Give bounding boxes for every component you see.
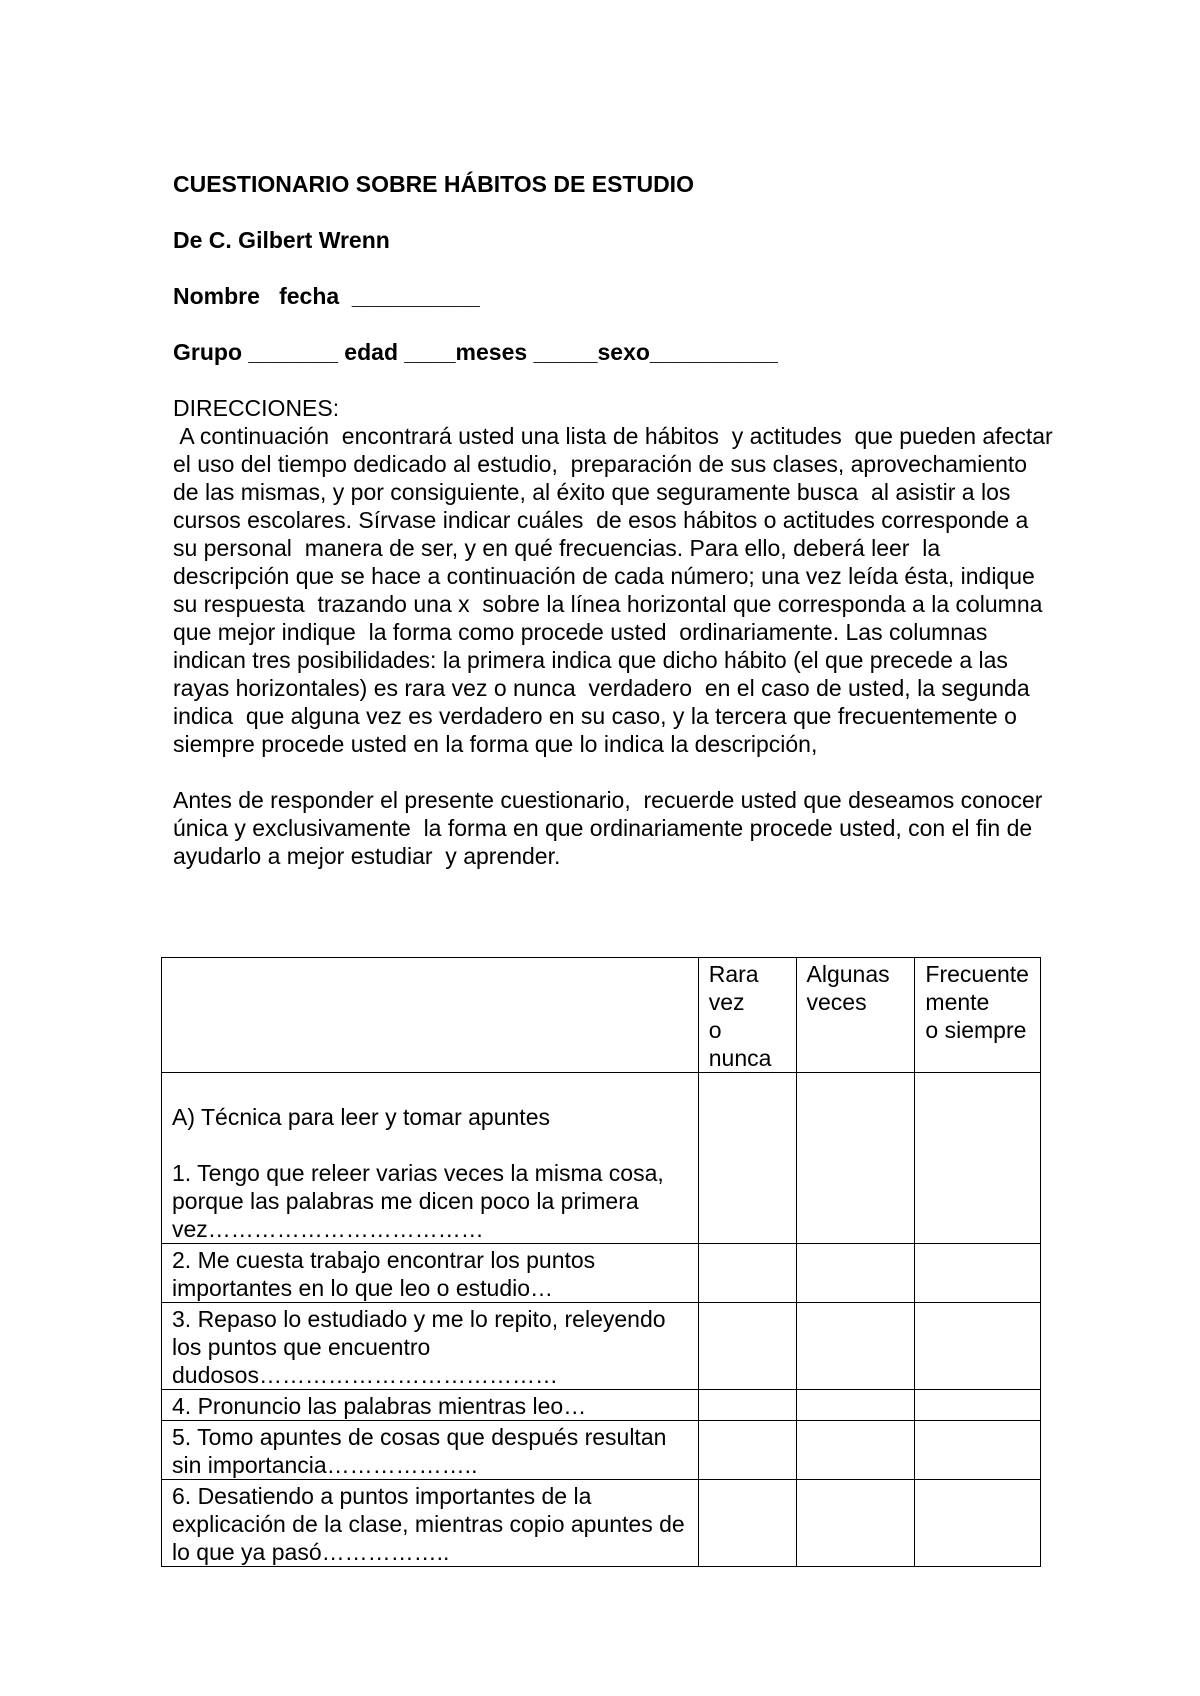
document-title: CUESTIONARIO SOBRE HÁBITOS DE ESTUDIO <box>173 171 694 197</box>
directions-paragraph: A continuación encontrará usted una lista de hábitos y actitudes que pueden afectar el uso del tiempo dedicado al estudio, preparación de sus clases, aprovechamiento de las mismas, y por consiguiente, al éxito que seguramente busca al asistir a los cursos escolares. Sírvase indicar cuáles de esos hábitos o actitudes corresponde a su personal manera de ser, y en qué frecuencias. Para ello, deberá leer la descripción que se hace a continuación de cada número; una vez leída ésta, indique su respuesta trazando una x sobre la línea horizontal que corresponda a la columna que mejor indique la forma como procede usted ordinariamente. Las columnas indican tres posibilidades: la primera indica que dicho hábito (el que precede a las rayas horizontales) es rara vez o nunca verdadero en el caso de usted, la segunda indica que alguna vez es verdadero en su caso, y la tercera que frecuentemente o siempre procede usted en la forma que lo indica la descripción, <box>173 423 1060 757</box>
item-text: 2. Me cuesta trabajo encontrar los puntos importantes en lo que leo o estudio… <box>162 1244 699 1303</box>
answer-cell-rara[interactable] <box>698 1303 796 1390</box>
answer-cell-frecuente[interactable] <box>915 1421 1041 1480</box>
column-header-frecuentemente: Frecuente mente o siempre <box>915 958 1041 1073</box>
answer-cell-rara[interactable] <box>698 1244 796 1303</box>
closing-paragraph: Antes de responder el presente cuestionario, recuerde usted que deseamos conocer única y exclusivamente la forma en que ordinariamente procede usted, con el fin de ayudarlo a mejor estudiar y aprender. <box>173 787 1049 869</box>
column-header-algunas-veces: Algunas veces <box>796 958 915 1073</box>
answer-cell-algunas[interactable] <box>796 1303 915 1390</box>
answer-cell-algunas[interactable] <box>796 1244 915 1303</box>
header-blank-cell <box>162 958 699 1073</box>
answer-cell-rara[interactable] <box>698 1073 796 1244</box>
table-row <box>162 1390 1041 1421</box>
answer-cell-frecuente[interactable] <box>915 1244 1041 1303</box>
table-row <box>162 1303 1041 1390</box>
item-text: 1. Tengo que releer varias veces la misma cosa, porque las palabras me dicen poco la primera vez……………………………… <box>172 1160 671 1242</box>
author-line: De C. Gilbert Wrenn <box>173 227 390 253</box>
answer-cell-rara[interactable] <box>698 1421 796 1480</box>
item-text: 6. Desatiendo a puntos importantes de la explicación de la clase, mientras copio apuntes de lo que ya pasó…………….. <box>162 1480 699 1567</box>
section-label: A) Técnica para leer y tomar apuntes <box>172 1104 550 1130</box>
item-text: 4. Pronuncio las palabras mientras leo… <box>162 1390 699 1421</box>
table-row <box>162 1480 1041 1567</box>
group-age-sex-line: Grupo _______ edad ____meses _____sexo__________ <box>173 339 778 365</box>
column-header-rara-vez: Rara vez o nunca <box>698 958 796 1073</box>
item-cell <box>162 1073 699 1244</box>
name-date-line: Nombre fecha __________ <box>173 283 480 309</box>
habits-table <box>161 957 1041 1567</box>
table-header-row <box>162 958 1041 1073</box>
answer-cell-algunas[interactable] <box>796 1421 915 1480</box>
answer-cell-frecuente[interactable] <box>915 1303 1041 1390</box>
answer-cell-algunas[interactable] <box>796 1390 915 1421</box>
answer-cell-frecuente[interactable] <box>915 1073 1041 1244</box>
table-row <box>162 1421 1041 1480</box>
answer-cell-frecuente[interactable] <box>915 1480 1041 1567</box>
answer-cell-algunas[interactable] <box>796 1480 915 1567</box>
directions-label: DIRECCIONES: <box>173 395 340 421</box>
answer-cell-rara[interactable] <box>698 1480 796 1567</box>
item-text: 5. Tomo apuntes de cosas que después resultan sin importancia……………….. <box>162 1421 699 1480</box>
answer-cell-rara[interactable] <box>698 1390 796 1421</box>
answer-cell-frecuente[interactable] <box>915 1390 1041 1421</box>
document-body <box>173 170 1060 893</box>
item-text: 3. Repaso lo estudiado y me lo repito, releyendo los puntos que encuentro dudosos………………………………… <box>162 1303 699 1390</box>
answer-cell-algunas[interactable] <box>796 1073 915 1244</box>
table-row <box>162 1073 1041 1244</box>
table-row <box>162 1244 1041 1303</box>
